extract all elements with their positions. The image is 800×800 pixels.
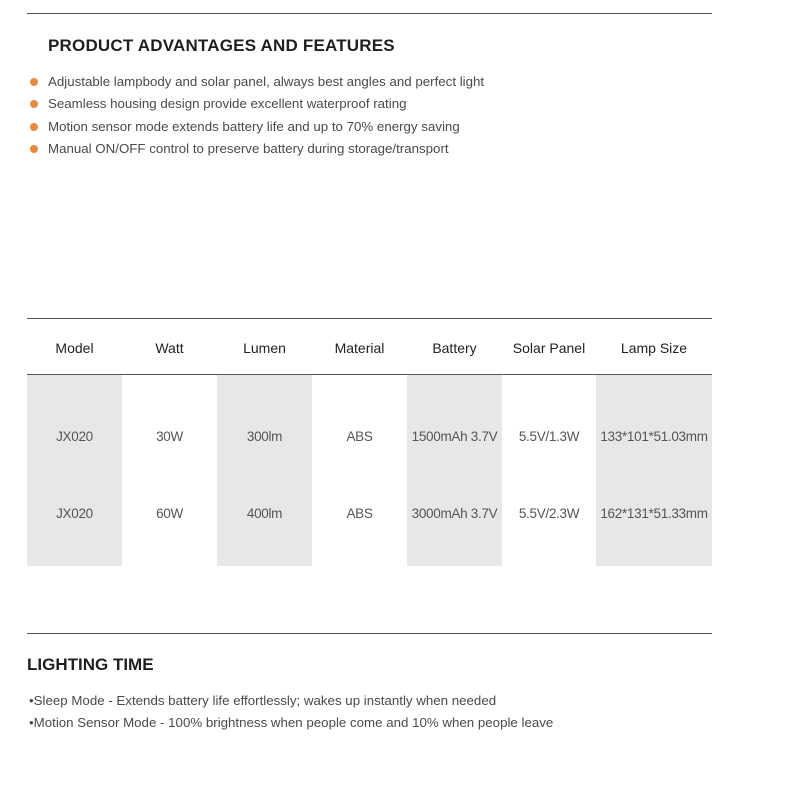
- feature-item: [28, 93, 484, 115]
- feature-item: [28, 116, 484, 138]
- bullet-dot-icon: [30, 100, 38, 108]
- features-list: [28, 71, 484, 160]
- header-watt: Watt: [155, 340, 184, 356]
- cell-lamp-size: 162*131*51.33mm: [600, 506, 708, 521]
- shaded-column: [217, 375, 312, 566]
- header-lamp-size: Lamp Size: [620, 340, 688, 356]
- cell-model: JX020: [56, 506, 93, 521]
- lighting-item: •Sleep Mode - Extends battery life effortlessly; wakes up instantly when needed: [29, 693, 497, 708]
- feature-item: [28, 138, 484, 160]
- shaded-column: [407, 375, 502, 566]
- lighting-item: •Motion Sensor Mode - 100% brightness when people come and 10% when people leave: [29, 715, 554, 730]
- bullet-dot-icon: [30, 145, 38, 153]
- cell-watt: 30W: [156, 429, 183, 444]
- cell-lumen: 400lm: [246, 506, 283, 521]
- cell-lumen: 300lm: [246, 429, 283, 444]
- header-model: Model: [55, 340, 94, 356]
- cell-material: ABS: [346, 506, 373, 521]
- header-battery: Battery: [432, 340, 477, 356]
- feature-text: Seamless housing design provide excellent waterproof rating: [48, 96, 407, 112]
- lighting-list: [29, 690, 553, 734]
- cell-solar-panel: 5.5V/1.3W: [518, 429, 580, 444]
- feature-text: Adjustable lampbody and solar panel, always best angles and perfect light: [48, 74, 485, 89]
- cell-solar-panel: 5.5V/2.3W: [518, 506, 580, 521]
- header-solar-panel: Solar Panel: [512, 340, 586, 356]
- cell-battery: 1500mAh 3.7V: [411, 429, 498, 444]
- features-title: PRODUCT ADVANTAGES AND FEATURES: [48, 36, 395, 55]
- feature-item: [28, 71, 484, 93]
- cell-watt: 60W: [156, 506, 183, 521]
- header-lumen: Lumen: [243, 340, 286, 356]
- cell-model: JX020: [56, 429, 93, 444]
- lighting-title: LIGHTING TIME: [27, 655, 154, 674]
- cell-material: ABS: [346, 429, 373, 444]
- cell-battery: 3000mAh 3.7V: [411, 506, 498, 521]
- cell-lamp-size: 133*101*51.03mm: [600, 429, 708, 444]
- lighting-divider: [27, 633, 712, 634]
- shaded-column: [596, 375, 712, 566]
- feature-text: Motion sensor mode extends battery life and up to 70% energy saving: [48, 118, 460, 134]
- shaded-column: [27, 375, 122, 566]
- bullet-dot-icon: [30, 78, 38, 86]
- table-top-divider: [27, 318, 712, 319]
- table-header: [27, 320, 712, 375]
- bullet-dot-icon: [30, 123, 38, 131]
- header-material: Material: [334, 340, 385, 356]
- feature-text: Manual ON/OFF control to preserve battery during storage/transport: [48, 140, 449, 156]
- top-divider: [27, 13, 712, 14]
